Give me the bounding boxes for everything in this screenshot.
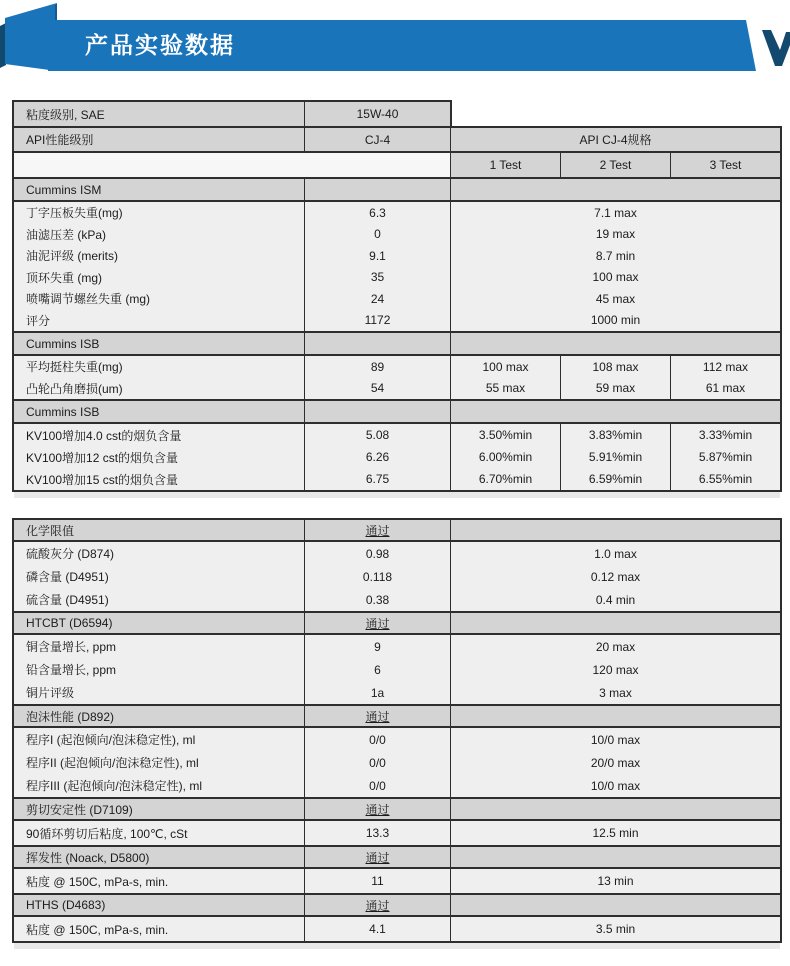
test-column-header: 1 Test xyxy=(450,153,560,177)
section-header-row xyxy=(12,518,782,542)
row-spec: 0.4 min xyxy=(450,588,780,611)
row-spec: 108 max xyxy=(560,356,670,378)
empty-cell xyxy=(304,179,450,200)
section-header-row xyxy=(12,611,782,635)
table-shadow-strip xyxy=(14,492,780,498)
table-row xyxy=(12,126,782,153)
table-shadow-strip xyxy=(14,943,780,949)
empty-cell xyxy=(450,401,780,422)
section-header: 挥发性 (Noack, D5800) xyxy=(26,850,150,865)
table-row xyxy=(14,658,780,681)
row-spec: 3.83%min xyxy=(560,424,670,446)
page-banner xyxy=(0,0,790,85)
row-label: API性能级别 xyxy=(26,133,94,147)
empty-cell xyxy=(450,847,780,867)
row-label: 90循环剪切后粘度, 100℃, cSt xyxy=(26,826,188,841)
section-data-block xyxy=(12,819,782,847)
table-row xyxy=(14,542,780,565)
row-value: CJ-4 xyxy=(304,128,450,151)
row-spec: 19 max xyxy=(450,224,780,246)
empty-cell xyxy=(450,333,780,354)
empty-cell xyxy=(450,613,780,633)
row-value: 0 xyxy=(304,224,450,246)
row-label: KV100增加4.0 cst的烟负含量 xyxy=(26,428,182,443)
table-row xyxy=(14,751,780,774)
table-row xyxy=(14,378,780,400)
row-spec: 20 max xyxy=(450,635,780,658)
section-header: 化学限值 xyxy=(26,523,75,538)
row-label: 粘度 @ 150C, mPa-s, min. xyxy=(26,874,169,889)
table-row xyxy=(14,565,780,588)
row-spec: 5.87%min xyxy=(670,446,780,468)
row-spec: 6.70%min xyxy=(450,468,560,490)
row-value: 0/0 xyxy=(304,774,450,797)
table-row xyxy=(14,424,780,446)
row-label: 喷嘴调节螺丝失重 (mg) xyxy=(26,292,150,307)
table-row xyxy=(14,774,780,797)
table-row xyxy=(14,728,780,751)
table-row xyxy=(14,245,780,267)
row-label: 铅含量增长, ppm xyxy=(26,663,117,677)
row-value: 5.08 xyxy=(304,424,450,446)
row-spec: 1.0 max xyxy=(450,542,780,565)
row-value: 24 xyxy=(304,288,450,310)
test-header-row xyxy=(12,151,782,179)
row-value: 35 xyxy=(304,267,450,289)
test-column-header: 2 Test xyxy=(560,153,670,177)
table-row xyxy=(14,468,780,490)
row-spec: 45 max xyxy=(450,288,780,310)
row-value: 0/0 xyxy=(304,751,450,774)
row-label: 程序I (起泡倾向/泡沫稳定性), ml xyxy=(26,733,196,747)
table-row xyxy=(14,821,780,845)
section-header-row xyxy=(12,845,782,869)
row-value: 0.118 xyxy=(304,565,450,588)
row-value: 1a xyxy=(304,681,450,704)
section-header-row xyxy=(12,399,782,424)
row-spec: 20/0 max xyxy=(450,751,780,774)
row-value: 0.98 xyxy=(304,542,450,565)
section-data-block xyxy=(12,540,782,613)
row-label: 丁字压板失重(mg) xyxy=(26,206,123,221)
row-value: 0.38 xyxy=(304,588,450,611)
table-row xyxy=(14,356,780,378)
section-data-block xyxy=(12,354,782,401)
row-spec: 1000 min xyxy=(450,310,780,332)
empty-cell xyxy=(450,895,780,915)
section-header: 剪切安定性 (D7109) xyxy=(26,802,133,817)
section-header-row xyxy=(12,893,782,917)
row-label: 粘度级别, SAE xyxy=(26,107,105,122)
row-value: 6.3 xyxy=(304,202,450,224)
row-spec: 7.1 max xyxy=(450,202,780,224)
row-spec: 6.00%min xyxy=(450,446,560,468)
table-row xyxy=(14,446,780,468)
section-data-block xyxy=(12,633,782,706)
empty-cell xyxy=(450,799,780,819)
row-spec: 59 max xyxy=(560,378,670,400)
section-header-row xyxy=(12,797,782,821)
row-value: 9.1 xyxy=(304,245,450,267)
row-label: 铜含量增长, ppm xyxy=(26,640,117,654)
row-value: 6.26 xyxy=(304,446,450,468)
row-spec: 3.33%min xyxy=(670,424,780,446)
engine-test-table xyxy=(12,100,782,492)
pass-status: 通过 xyxy=(304,520,450,540)
table-row xyxy=(14,588,780,611)
table-row xyxy=(14,202,780,224)
row-value: 9 xyxy=(304,635,450,658)
empty-cell xyxy=(304,401,450,422)
row-spec: 100 max xyxy=(450,356,560,378)
row-spec: 10/0 max xyxy=(450,774,780,797)
row-label: 磷含量 (D4951) xyxy=(26,570,109,584)
row-value: 6 xyxy=(304,658,450,681)
section-header: Cummins ISB xyxy=(26,404,100,419)
row-value: 54 xyxy=(304,378,450,400)
table-row xyxy=(14,635,780,658)
row-label: KV100增加15 cst的烟负含量 xyxy=(26,472,179,487)
empty-cell xyxy=(450,520,780,540)
pass-status: 通过 xyxy=(304,799,450,819)
pass-status: 通过 xyxy=(304,895,450,915)
row-spec: API CJ-4规格 xyxy=(450,128,780,151)
row-spec: 3 max xyxy=(450,681,780,704)
row-spec: 100 max xyxy=(450,267,780,289)
section-header: Cummins ISM xyxy=(26,182,102,197)
row-spec: 112 max xyxy=(670,356,780,378)
table-row xyxy=(14,224,780,246)
row-spec: 55 max xyxy=(450,378,560,400)
row-spec: 120 max xyxy=(450,658,780,681)
row-spec: 3.50%min xyxy=(450,424,560,446)
row-value: 0/0 xyxy=(304,728,450,751)
row-value: 11 xyxy=(304,869,450,893)
section-header-row xyxy=(12,331,782,356)
row-value: 6.75 xyxy=(304,468,450,490)
table-row xyxy=(14,288,780,310)
row-spec: 5.91%min xyxy=(560,446,670,468)
row-label: 程序III (起泡倾向/泡沫稳定性), ml xyxy=(26,779,202,793)
empty-cell xyxy=(450,179,780,200)
section-header: HTCBT (D6594) xyxy=(26,616,113,630)
empty-cell xyxy=(304,333,450,354)
section-data-block xyxy=(12,726,782,799)
row-label: 硫酸灰分 (D874) xyxy=(26,547,115,561)
row-spec: 13 min xyxy=(450,869,780,893)
row-spec: 0.12 max xyxy=(450,565,780,588)
chemical-limits-table xyxy=(12,518,782,943)
section-header: Cummins ISB xyxy=(26,336,100,351)
section-data-block xyxy=(12,867,782,895)
row-label: 硫含量 (D4951) xyxy=(26,593,109,607)
row-spec: 12.5 min xyxy=(450,821,780,845)
spacer-cell xyxy=(14,153,450,177)
row-spec: 10/0 max xyxy=(450,728,780,751)
table-row xyxy=(14,917,780,941)
row-spec: 6.55%min xyxy=(670,468,780,490)
empty-cell xyxy=(450,706,780,726)
row-label: 评分 xyxy=(26,313,51,328)
row-label: 粘度 @ 150C, mPa-s, min. xyxy=(26,922,169,937)
section-header-row xyxy=(12,704,782,728)
pass-status: 通过 xyxy=(304,847,450,867)
row-label: 油泥评级 (merits) xyxy=(26,249,118,264)
row-label: KV100增加12 cst的烟负含量 xyxy=(26,450,179,465)
row-spec: 3.5 min xyxy=(450,917,780,941)
row-label: 凸轮凸角磨损(um) xyxy=(26,381,123,396)
row-value: 89 xyxy=(304,356,450,378)
section-header-row xyxy=(12,177,782,202)
row-spec: 61 max xyxy=(670,378,780,400)
page-title: 产品实验数据 xyxy=(85,32,235,58)
row-spec: 8.7 min xyxy=(450,245,780,267)
section-data-block xyxy=(12,200,782,333)
table-row xyxy=(12,100,452,128)
section-header: HTHS (D4683) xyxy=(26,898,106,912)
row-value: 13.3 xyxy=(304,821,450,845)
row-value: 1172 xyxy=(304,310,450,332)
pass-status: 通过 xyxy=(304,613,450,633)
row-spec: 6.59%min xyxy=(560,468,670,490)
row-value: 15W-40 xyxy=(304,102,450,126)
row-value: 4.1 xyxy=(304,917,450,941)
section-data-block xyxy=(12,422,782,492)
section-header: 泡沫性能 (D892) xyxy=(26,709,115,724)
table-row xyxy=(14,681,780,704)
table-row xyxy=(14,310,780,332)
test-column-header: 3 Test xyxy=(670,153,780,177)
pass-status: 通过 xyxy=(304,706,450,726)
table-row xyxy=(14,869,780,893)
section-data-block xyxy=(12,915,782,943)
row-label: 铜片评级 xyxy=(26,686,75,700)
row-label: 顶环失重 (mg) xyxy=(26,270,102,285)
row-label: 油滤压差 (kPa) xyxy=(26,227,107,242)
table-row xyxy=(14,267,780,289)
row-label: 平均挺柱失重(mg) xyxy=(26,360,123,375)
row-label: 程序II (起泡倾向/泡沫稳定性), ml xyxy=(26,756,199,770)
